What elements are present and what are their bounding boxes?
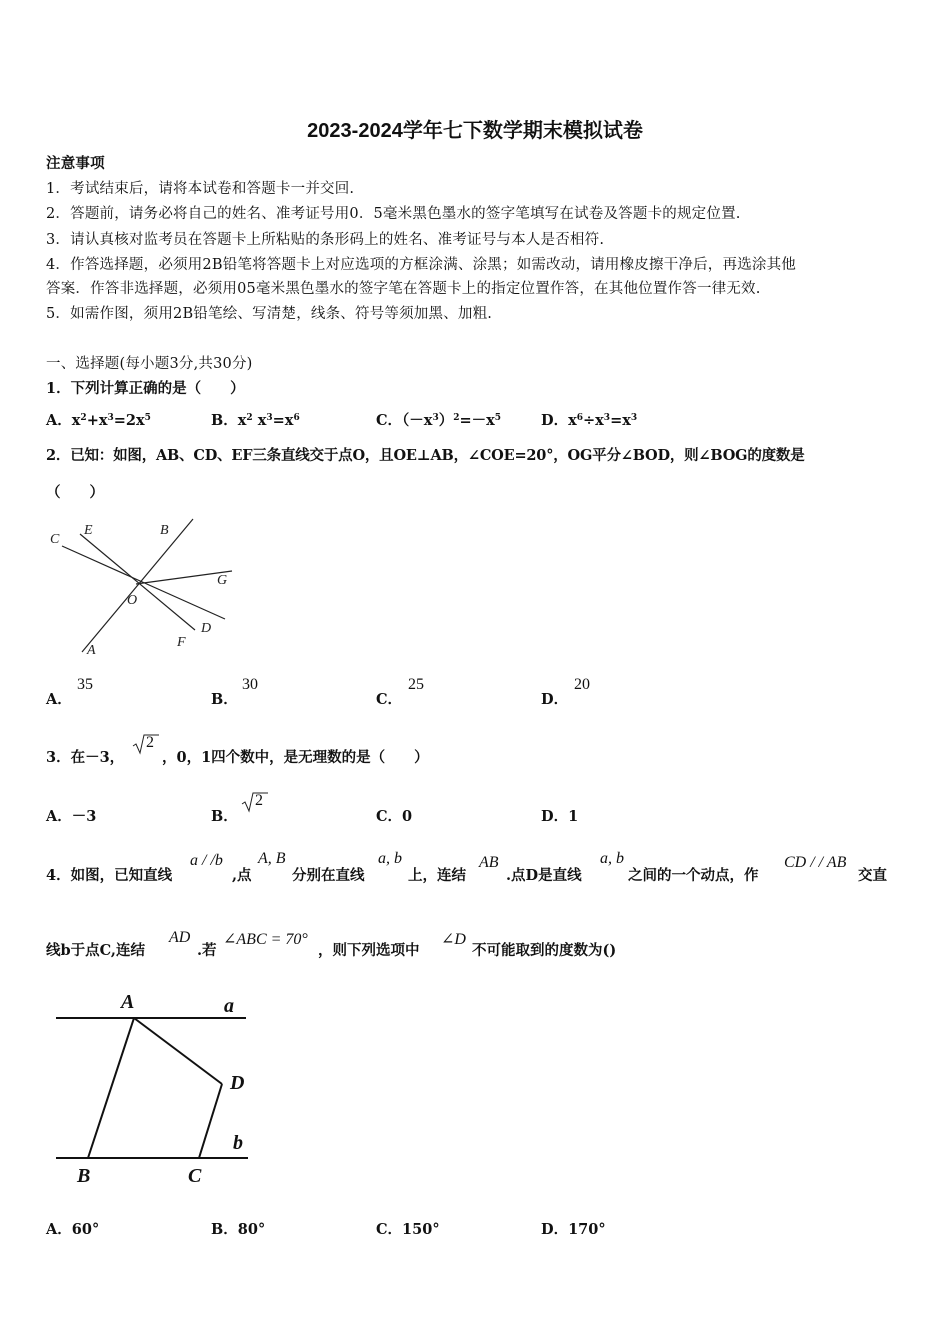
q2-option-b-label: B． (211, 691, 238, 708)
line-ab (82, 519, 193, 652)
segment-dc (199, 1084, 222, 1158)
note-item-4: 4．作答选择题，必须用2B铅笔将答题卡上对应选项的方框涂满、涂黑；如需改动，请用橡皮擦干净后，再选涂其他 (46, 257, 797, 273)
label-b: B (160, 523, 169, 538)
q4-text-10: ，则下列选项中 (318, 942, 420, 959)
q1-stem: 1．下列计算正确的是（ ） (46, 380, 245, 397)
page-title: 2023-2024学年七下数学期末模拟试卷 (307, 120, 643, 142)
note-item-2: 2．答题前，请务必将自己的姓名、准考证号用0．5毫米黑色墨水的签字笔填写在试卷及答题卡的规定位置. (46, 206, 741, 222)
label-d-point: D (230, 1072, 245, 1094)
q4-math-ab-points: A, B (258, 850, 286, 867)
q3-option-b-label: B． (211, 808, 238, 825)
q4-math-ab-lines: a, b (378, 850, 402, 867)
notes-heading: 注意事项 (46, 155, 105, 172)
q4-figure (48, 988, 258, 1188)
q4-option-b: B．80° (211, 1221, 266, 1238)
q2-option-d-label: D． (541, 691, 569, 708)
q4-math-segment-ab: AB (479, 854, 499, 871)
q2-option-c-label: C． (376, 691, 403, 708)
note-item-3: 3．请认真核对监考员在答题卡上所粘贴的条形码上的姓名、准考证号与本人是否相符. (46, 232, 605, 248)
q4-text-7: 交直 (858, 867, 887, 884)
note-item-5: 5．如需作图，须用2B铅笔绘、写清楚，线条、符号等须加黑、加粗. (46, 306, 493, 322)
line-ef (80, 534, 195, 630)
q2-option-c-value: 25 (408, 676, 424, 693)
q3-sqrt-value: 2 (146, 734, 154, 751)
label-e: E (84, 523, 93, 538)
q4-math-lines-ab-2: a, b (600, 850, 624, 867)
q1-option-b: B．$x^2$ $x^3=x^6$ (211, 412, 300, 429)
q4-math-angle-d: ∠D (441, 931, 466, 948)
q2-option-b-value: 30 (242, 676, 258, 693)
q2-option-a-label: A． (46, 691, 72, 708)
q2-option-d-value: 20 (574, 676, 590, 693)
q3-option-b-value: 2 (255, 792, 263, 809)
q4-text-9: .若 (197, 942, 217, 959)
q3-option-c: C．0 (376, 808, 413, 825)
q4-text-11: 不可能取到的度数为() (472, 942, 617, 959)
q4-text-6: 之间的一个动点，作 (628, 867, 759, 884)
q4-math-parallel: a / /b (190, 852, 223, 869)
q4-text-3: 分别在直线 (292, 867, 365, 884)
label-a: A (87, 643, 96, 658)
q2-option-a-value: 35 (77, 676, 93, 693)
segment-ab (88, 1018, 134, 1158)
q1-option-a: A．$x^2+x^3=2x^5$ (46, 412, 151, 429)
q2-figure (40, 512, 250, 660)
q3-stem-1: 3．在－3， (46, 749, 125, 766)
q4-option-a: A．60° (46, 1221, 100, 1238)
label-b-point: B (77, 1165, 91, 1187)
q4-text-1: 4．如图，已知直线 (46, 867, 173, 884)
q4-math-angle-abc: ∠ABC = 70° (223, 931, 308, 948)
q4-math-segment-ad: AD (169, 929, 191, 946)
q3-stem-2: ，0，1四个数中，是无理数的是（ ） (162, 749, 429, 766)
label-d: D (201, 621, 212, 636)
note-item-1: 1．考试结束后，请将本试卷和答题卡一并交回. (46, 181, 355, 197)
q3-option-d: D．1 (541, 808, 579, 825)
segment-ad (134, 1018, 222, 1084)
section-heading: 一、选择题(每小题3分,共30分) (46, 356, 253, 372)
q4-text-8: 线b于点C,连结 (46, 942, 145, 959)
label-a-line: a (224, 995, 234, 1017)
q4-text-4: 上，连结 (408, 867, 466, 884)
label-c-point: C (188, 1165, 202, 1187)
q4-text-5: .点D是直线 (506, 867, 582, 884)
label-b-line: b (233, 1132, 243, 1154)
q4-math-cd-parallel-ab: CD / / AB (784, 854, 847, 871)
q4-option-d: D．170° (541, 1221, 606, 1238)
label-g: G (217, 573, 228, 588)
label-c: C (50, 532, 60, 547)
q4-option-c: C．150° (376, 1221, 440, 1238)
q3-option-a: A．－3 (46, 808, 97, 825)
q1-option-c: C．$(-x^3)^2=-x^5$ (376, 412, 502, 429)
label-o: O (127, 593, 138, 608)
q2-paren: （ ） (46, 484, 104, 501)
label-a-point: A (121, 991, 135, 1013)
q2-stem: 2．已知：如图，AB、CD、EF三条直线交于点O，且OE⊥AB，∠COE=20°，OG平分∠BOD，则∠BOG的度数是 (46, 447, 805, 464)
label-f: F (177, 635, 186, 650)
q4-text-2: ,点 (232, 867, 252, 884)
note-item-4-cont: 答案．作答非选择题，必须用05毫米黑色墨水的签字笔在答题卡上的指定位置作答，在其他位置作答一律无效. (46, 281, 761, 297)
q1-option-d: D．$x^6\div x^3=x^3$ (541, 412, 638, 429)
